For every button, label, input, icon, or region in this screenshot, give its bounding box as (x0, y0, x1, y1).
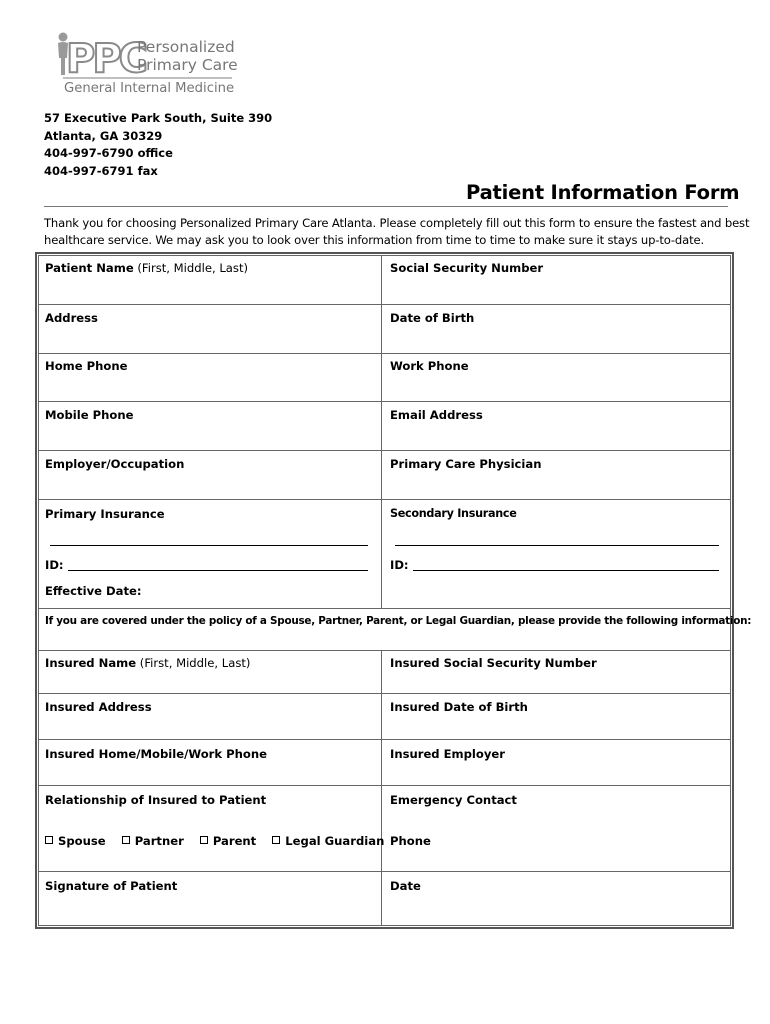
date-field[interactable] (381, 871, 731, 926)
insured-employer-label: Insured Employer (390, 747, 506, 761)
logo-name-line2: Primary Care (137, 56, 238, 74)
insured-ssn-label: Insured Social Security Number (390, 656, 597, 670)
office-phone: 404-997-6790 office (44, 146, 173, 160)
work-phone-label: Work Phone (390, 359, 469, 373)
secondary-insurance-label: Secondary Insurance (390, 507, 517, 520)
address-city: Atlanta, GA 30329 (44, 128, 163, 143)
address-label: Address (45, 311, 98, 325)
secondary-id-line[interactable] (413, 570, 719, 571)
effective-date-label: Effective Date: (45, 584, 142, 598)
ssn-label: Social Security Number (390, 261, 544, 275)
insured-dob-label: Insured Date of Birth (390, 700, 528, 714)
physician-label: Primary Care Physician (390, 457, 542, 471)
primary-insurance-label: Primary Insurance (45, 507, 165, 521)
option-spouse[interactable]: Spouse (45, 834, 106, 848)
logo-subtitle: General Internal Medicine (64, 81, 235, 96)
primary-id-line[interactable] (68, 570, 368, 571)
logo-letters: PPC (66, 36, 145, 82)
practice-address (44, 110, 272, 180)
fax-number: 404-997-6791 fax (44, 163, 158, 178)
insured-address-label: Insured Address (45, 700, 152, 714)
option-parent[interactable]: Parent (200, 834, 256, 848)
patient-name-label: Patient Name (First, Middle, Last) (45, 261, 249, 275)
dob-label: Date of Birth (390, 311, 475, 325)
intro-text (44, 215, 750, 248)
logo-name-line1: Personalized (137, 38, 235, 56)
checkbox-icon[interactable] (200, 836, 208, 844)
ppc-logo (54, 28, 244, 100)
form-title: Patient Information Form (466, 181, 740, 204)
option-legal-guardian[interactable]: Legal Guardian (272, 834, 384, 848)
email-label: Email Address (390, 408, 483, 422)
home-phone-label: Home Phone (45, 359, 128, 373)
emergency-contact-label: Emergency Contact (390, 793, 517, 807)
spouse-coverage-notice: If you are covered under the policy of a Spouse, Partner, Parent, or Legal Guardian, please provide the following information: (45, 615, 752, 627)
checkbox-icon[interactable] (272, 836, 280, 844)
intro-line-1: Thank you for choosing Personalized Primary Care Atlanta. Please completely fill out this form to ensure the fastest and best (44, 216, 750, 230)
intro-line-2: healthcare service. We may ask you to look over this information from time to time to make sure it stays up-to-date. (44, 232, 704, 247)
secondary-id-label: ID: (390, 558, 409, 572)
relationship-options (45, 834, 396, 848)
option-partner[interactable]: Partner (122, 834, 184, 848)
primary-id-label: ID: (45, 558, 64, 572)
insured-name-label: Insured Name (First, Middle, Last) (45, 656, 251, 670)
date-label: Date (390, 879, 421, 893)
secondary-insurance-line[interactable] (395, 545, 719, 546)
address-street: 57 Executive Park South, Suite 390 (44, 111, 273, 125)
relationship-label: Relationship of Insured to Patient (45, 793, 267, 807)
signature-label: Signature of Patient (45, 879, 178, 893)
checkbox-icon[interactable] (122, 836, 130, 844)
emergency-phone-label: Phone (390, 834, 431, 848)
checkbox-icon[interactable] (45, 836, 53, 844)
title-rule (44, 206, 728, 207)
primary-insurance-line[interactable] (50, 545, 368, 546)
employer-label: Employer/Occupation (45, 457, 185, 471)
insured-phone-label: Insured Home/Mobile/Work Phone (45, 747, 267, 761)
mobile-phone-label: Mobile Phone (45, 408, 134, 422)
